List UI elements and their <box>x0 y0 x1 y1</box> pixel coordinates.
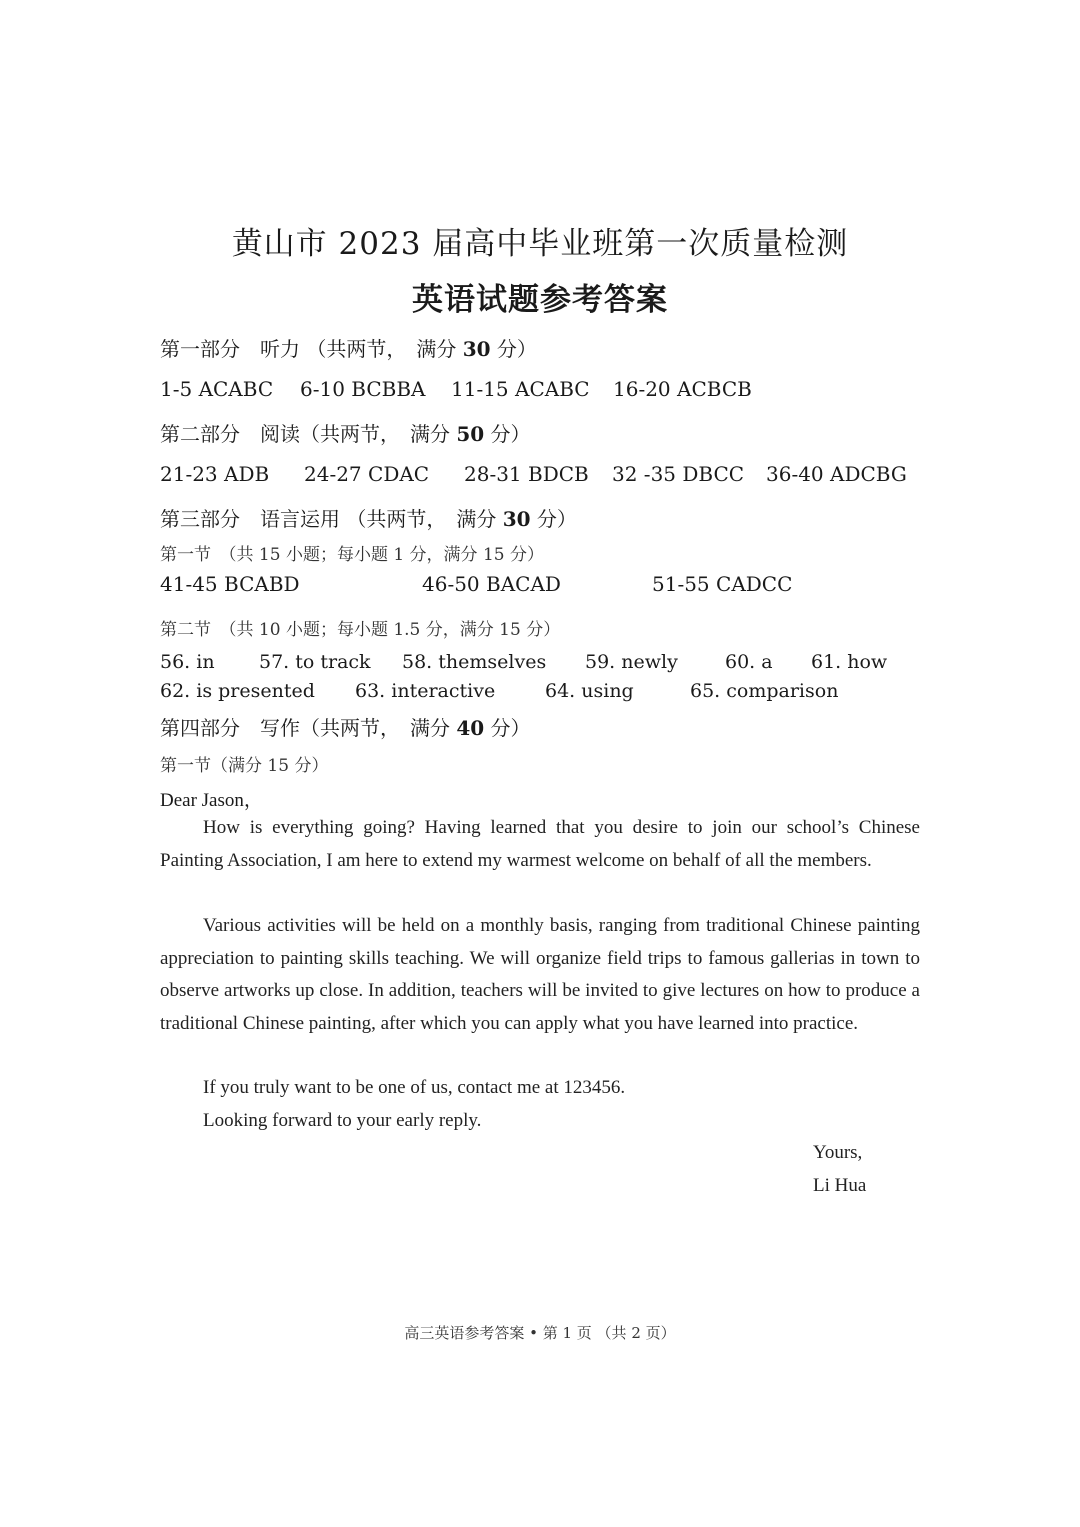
answer-item: 57. to track <box>259 651 371 673</box>
answer-item: 61. how <box>811 651 888 673</box>
answer-group: 24-27 CDAC <box>304 462 430 486</box>
answer-group: 46-50 BACAD <box>422 572 561 596</box>
part3-section1-heading: 第一节 （共 15 小题；每小题 1 分，满分 15 分） <box>160 545 545 565</box>
answer-item: 59. newly <box>585 651 678 673</box>
letter-paragraph: How is everything going? Having learned that you desire to join our school’s Chinese Painting Association, I am here to extend my warmest welcome on behalf of all the members. <box>160 817 920 871</box>
page-subtitle: 英语试题参考答案 <box>412 282 668 318</box>
letter-paragraph: Various activities will be held on a monthly basis, ranging from traditional Chinese painting appreciation to painting skills teaching. We will organize field trips to famous gallerias in town to observe artworks up close. In addition, teachers will be invited to give lectures on how to produce a traditional Chinese painting, after which you can apply what you have learned into practice. <box>160 915 920 1035</box>
part1-heading: 第一部分 听力 （共两节， 满分 30 分） <box>160 337 537 361</box>
answer-group: 32 -35 DBCC <box>612 462 745 486</box>
part4-heading: 第四部分 写作（共两节， 满分 40 分） <box>160 716 531 740</box>
answer-group: 36-40 ADCBG <box>766 462 907 486</box>
answer-item: 56. in <box>160 651 215 673</box>
part4-section1-heading: 第一节（满分 15 分） <box>160 756 329 776</box>
answer-group: 1-5 ACABC <box>160 377 274 401</box>
letter-greeting: Dear Jason， <box>160 790 263 811</box>
answer-group: 21-23 ADB <box>160 462 270 486</box>
part3-section2-heading: 第二节 （共 10 小题；每小题 1.5 分，满分 15 分） <box>160 620 561 640</box>
answer-item: 65. comparison <box>690 680 839 702</box>
page-footer: 高三英语参考答案 • 第 1 页 （共 2 页） <box>404 1324 676 1342</box>
answer-item: 60. a <box>725 651 773 673</box>
answer-item: 63. interactive <box>355 680 496 702</box>
answer-group: 41-45 BCABD <box>160 572 300 596</box>
answer-item: 58. themselves <box>402 651 547 673</box>
page-title: 黄山市 2023 届高中毕业班第一次质量检测 <box>231 226 849 262</box>
part3-heading: 第三部分 语言运用 （共两节， 满分 30 分） <box>160 507 577 531</box>
letter-closing-line: Looking forward to your early reply. <box>203 1110 482 1131</box>
letter-sign-off: Yours, <box>813 1142 863 1163</box>
answer-item: 62. is presented <box>160 680 315 702</box>
part2-heading: 第二部分 阅读（共两节， 满分 50 分） <box>160 422 531 446</box>
answer-item: 64. using <box>545 680 634 702</box>
answer-group: 51-55 CADCC <box>652 572 793 596</box>
answer-group: 28-31 BDCB <box>464 462 589 486</box>
answer-group: 11-15 ACABC <box>451 377 590 401</box>
letter-signature: Li Hua <box>813 1175 867 1196</box>
answer-group: 16-20 ACBCB <box>613 377 752 401</box>
letter-contact-line: If you truly want to be one of us, contact me at 123456. <box>203 1077 626 1098</box>
answer-group: 6-10 BCBBA <box>300 377 426 401</box>
